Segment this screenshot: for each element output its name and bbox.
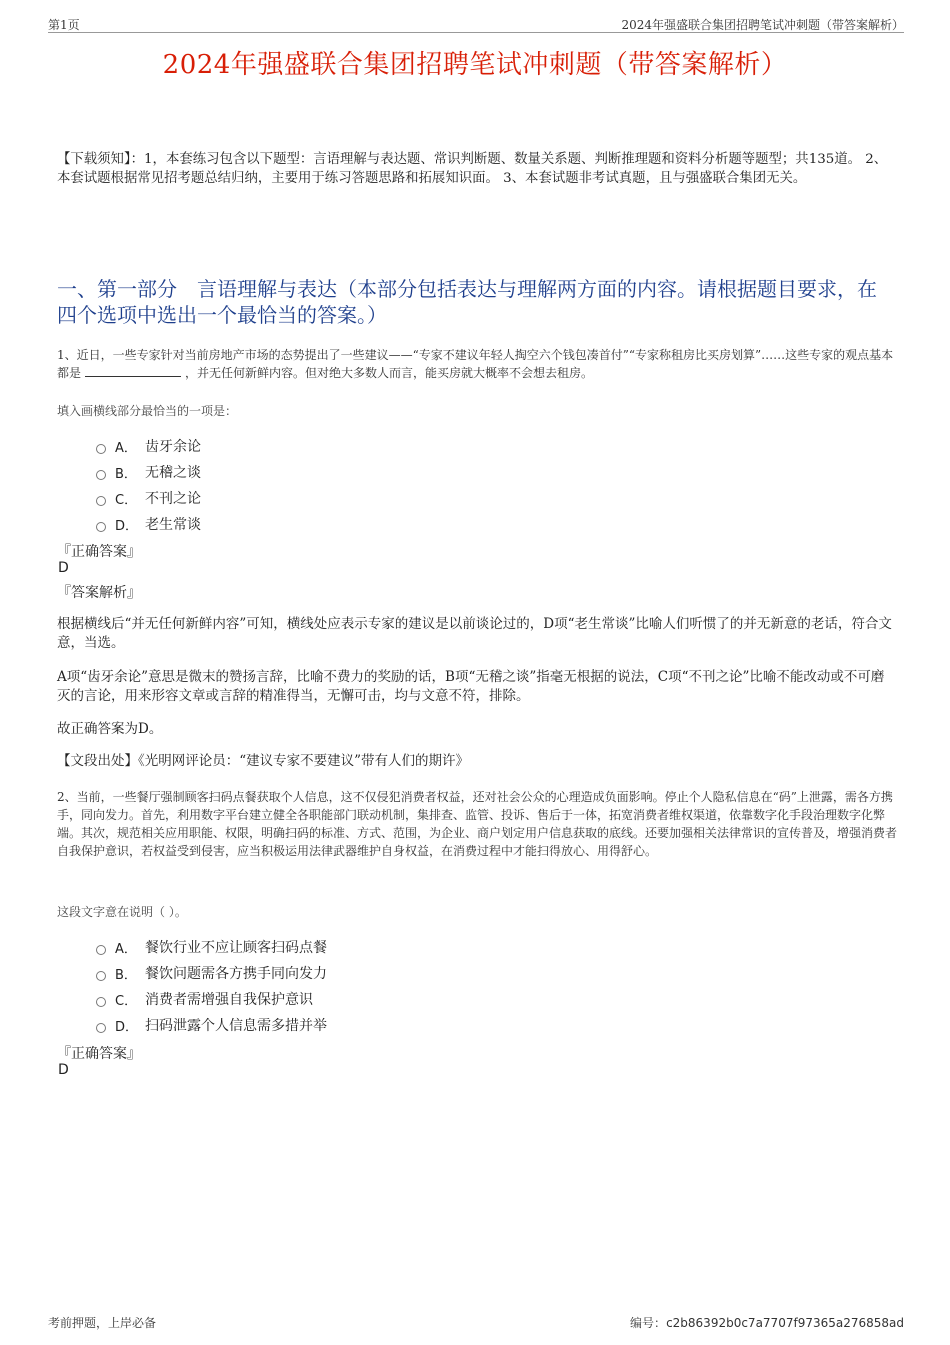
radio-button[interactable] [96, 496, 106, 506]
option-d[interactable] [96, 511, 201, 537]
option-a[interactable] [96, 934, 327, 960]
option-text: 齿牙余论 [145, 439, 201, 455]
option-d[interactable] [96, 1012, 327, 1038]
radio-button[interactable] [96, 971, 106, 981]
question-2-prompt: 这段文字意在说明（ ）。 [57, 905, 187, 919]
option-text: 不刊之论 [145, 491, 201, 507]
option-letter: A． [115, 941, 137, 957]
code-value: c2b86392b0c7a7707f97365a276858ad [666, 1316, 904, 1330]
question-1-text-after: ，并无任何新鲜内容。但对绝大多数人而言，能买房就大概率不会想去租房。 [185, 366, 594, 380]
option-b[interactable] [96, 960, 327, 986]
footer-code [630, 1314, 904, 1331]
analysis-paragraph-1: 根据横线后“并无任何新鲜内容”可知，横线处应表示专家的建议是以前谈论过的，D项“老生常谈”比喻人们听惯了的并无新意的老话，符合文意，当选。 [57, 616, 892, 651]
option-c[interactable] [96, 986, 327, 1012]
correct-answer: D [58, 560, 69, 576]
option-text: 餐饮行业不应让顾客扫码点餐 [145, 940, 327, 956]
option-letter: D． [115, 1019, 139, 1035]
radio-button[interactable] [96, 444, 106, 454]
section-heading: 一、第一部分 言语理解与表达（本部分包括表达与理解两方面的内容。请根据题目要求，在四个选项中选出一个最恰当的答案。） [57, 277, 877, 327]
option-text: 餐饮问题需各方携手同向发力 [145, 966, 327, 982]
option-letter: B． [115, 967, 137, 983]
option-c[interactable] [96, 485, 201, 511]
question-1-text-before: 1、近日，一些专家针对当前房地产市场的态势提出了一些建议——“专家不建议年轻人掏空六个钱包凑首付”“专家称租房比买房划算”……这些专家的观点基本都是 [57, 348, 894, 380]
option-a[interactable] [96, 433, 201, 459]
correct-answer: D [58, 1062, 69, 1078]
radio-button[interactable] [96, 997, 106, 1007]
question-2-text: 2、当前，一些餐厅强制顾客扫码点餐获取个人信息，这不仅侵犯消费者权益，还对社会公众的心理造成负面影响。停止个人隐私信息在“码”上泄露，需各方携手，同向发力。首先，利用数字平台建立健全各职能部门联动机制，集排查、监管、投诉、售后于一体，拓宽消费者维权渠道，依靠数字化手段治理数字化弊端。其次，规范相关应用职能、权限，明确扫码的标准、方式、范围，为企业、商户划定用户信息获取的底线。还要加强相关法律常识的宣传普及，增强消费者自我保护意识，若权益受到侵害，应当积极运用法律武器维护自身权益，在消费过程中才能扫得放心、用得舒心。 [57, 790, 898, 858]
question-2-options [96, 934, 327, 1038]
analysis-label: 『答案解析』 [57, 585, 141, 601]
page-header [48, 14, 904, 33]
correct-answer-label: 『正确答案』 [57, 1046, 141, 1062]
option-letter: A． [115, 440, 137, 456]
footer-slogan: 考前押题，上岸必备 [48, 1316, 157, 1330]
question-1-options [96, 433, 201, 537]
option-letter: C． [115, 492, 138, 508]
download-notice: 【下载须知】：1，本套练习包含以下题型：言语理解与表达题、常识判断题、数量关系题、判断推理题和资料分析题等题型；共135道。 2、本套试题根据常见招考题总结归纳，主要用于练习答题思路和拓展知识面。 3、本套试题非考试真题，且与强盛联合集团无关。 [57, 152, 888, 186]
code-label: 编号： [630, 1316, 667, 1330]
radio-button[interactable] [96, 1023, 106, 1033]
question-1-prompt: 填入画横线部分最恰当的一项是： [57, 404, 238, 418]
radio-button[interactable] [96, 945, 106, 955]
option-b[interactable] [96, 459, 201, 485]
document-title: 2024年强盛联合集团招聘笔试冲刺题（带答案解析） [162, 50, 788, 80]
correct-answer-label: 『正确答案』 [57, 544, 141, 560]
option-letter: D． [115, 518, 139, 534]
text-source: 【文段出处】《光明网评论员：“建议专家不要建议”带有人们的期许》 [57, 753, 470, 769]
question-1-text [57, 346, 900, 382]
option-text: 扫码泄露个人信息需多措并举 [145, 1018, 327, 1034]
page-number: 第1页 [48, 18, 80, 32]
answer-blank [85, 364, 181, 377]
analysis-paragraph-2: A项“齿牙余论”意思是微末的赞扬言辞，比喻不费力的奖励的话，B项“无稽之谈”指毫无根据的说法，C项“不刊之论”比喻不能改动或不可磨灭的言论，用来形容文章或言辞的精准得当，无懈可击，均与文意不符，排除。 [57, 669, 885, 704]
radio-button[interactable] [96, 522, 106, 532]
option-text: 老生常谈 [145, 517, 201, 533]
option-letter: C． [115, 993, 138, 1009]
option-letter: B． [115, 466, 137, 482]
analysis-conclusion: 故正确答案为D。 [57, 721, 163, 737]
header-doc-title: 2024年强盛联合集团招聘笔试冲刺题（带答案解析） [621, 18, 904, 32]
option-text: 无稽之谈 [145, 465, 201, 481]
option-text: 消费者需增强自我保护意识 [145, 992, 313, 1008]
radio-button[interactable] [96, 470, 106, 480]
